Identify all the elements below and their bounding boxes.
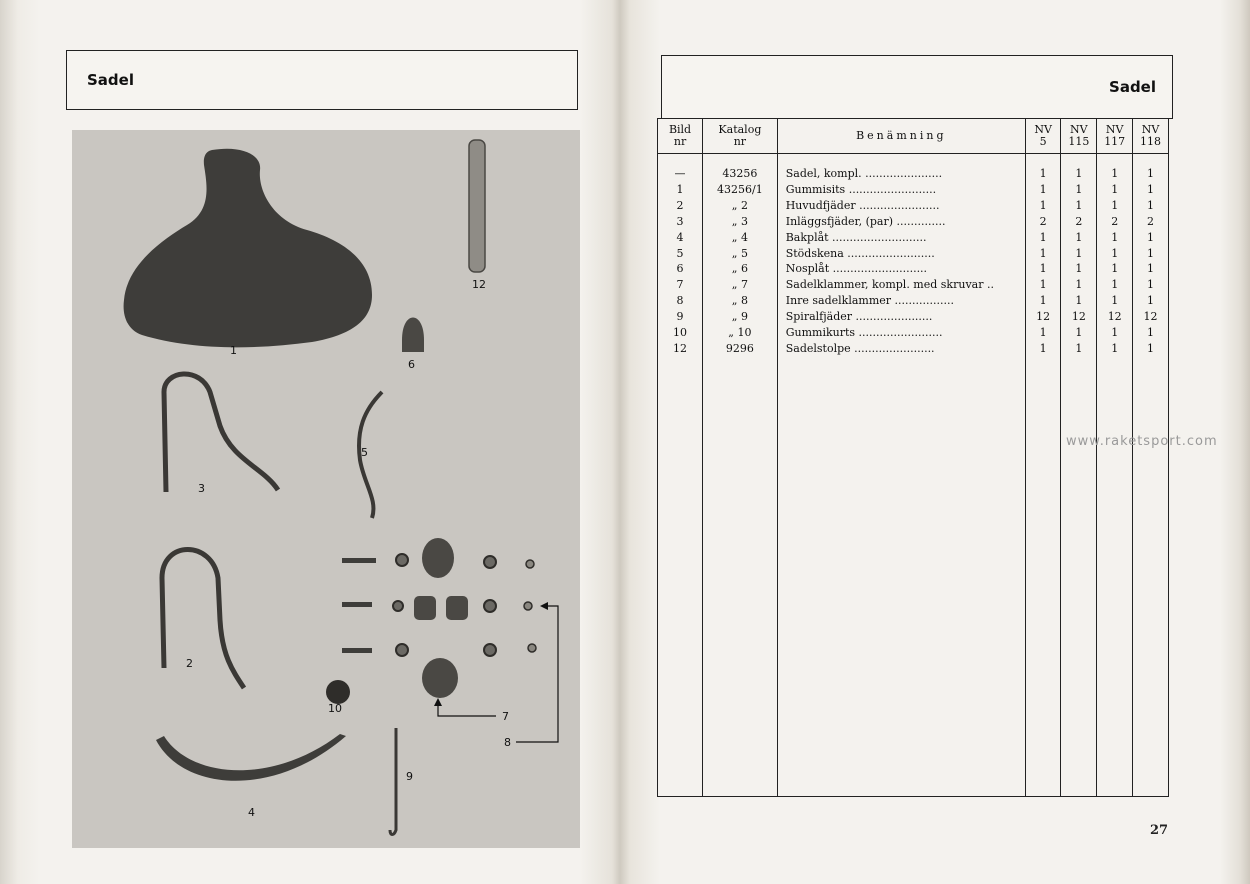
parts-table — [657, 118, 1169, 797]
label-9: 9 — [406, 770, 413, 783]
label-10: 10 — [328, 702, 342, 715]
parts-illustration — [72, 130, 580, 848]
label-4: 4 — [248, 806, 255, 819]
table-row: 3 „ 3 Inläggsfjäder, (par) .............. 2 2 2 2 — [658, 214, 1169, 230]
label-6: 6 — [408, 358, 415, 371]
table-row: 4 „ 4 Bakplåt ........................... 1 1 1 1 — [658, 230, 1169, 246]
header-nv-5: NV 5 — [1025, 119, 1061, 154]
table-row: — 43256 Sadel, kompl. ...................... 1 1 1 1 — [658, 166, 1169, 182]
header-katalog: Katalog nr — [703, 119, 778, 154]
table-row: 8 „ 8 Inre sadelklammer ................. 1 1 1 1 — [658, 293, 1169, 309]
right-title-box — [661, 55, 1173, 119]
label-2: 2 — [186, 657, 193, 670]
nose-plate-part — [402, 318, 424, 353]
table-filler — [658, 357, 1169, 797]
table-row: 9 „ 9 Spiralfjäder ...................... 12 12 12 12 — [658, 309, 1169, 325]
header-bild: Bild nr — [658, 119, 703, 154]
table-header-row — [658, 119, 1169, 154]
left-title-box — [66, 50, 578, 110]
header-nv-117: NV 117 — [1097, 119, 1133, 154]
saddle-part — [124, 149, 372, 348]
back-plate-part — [156, 734, 346, 781]
header-benamning: Benämning — [777, 119, 1025, 154]
table-row: 6 „ 6 Nosplåt ........................... 1 1 1 1 — [658, 261, 1169, 277]
header-nv-115: NV 115 — [1061, 119, 1097, 154]
left-page — [0, 0, 620, 884]
table-row: 1 43256/1 Gummisits ......................... 1 1 1 1 — [658, 182, 1169, 198]
table-row: 7 „ 7 Sadelklammer, kompl. med skruvar .. 1 1 1 1 — [658, 277, 1169, 293]
left-page-title: Sadel — [87, 71, 134, 89]
table-row: 10 „ 10 Gummikurts ........................ 1 1 1 1 — [658, 325, 1169, 341]
label-12: 12 — [472, 278, 486, 291]
table-row: 12 9296 Sadelstolpe ....................... 1 1 1 1 — [658, 341, 1169, 357]
header-nv-118: NV 118 — [1133, 119, 1169, 154]
parts-photo — [72, 130, 580, 848]
watermark: www.raketsport.com — [1066, 434, 1218, 449]
main-spring-part — [162, 550, 244, 689]
seat-post-part — [469, 140, 485, 272]
coil-spring-part — [390, 728, 396, 835]
table-spacer — [658, 154, 1169, 167]
label-3: 3 — [198, 482, 205, 495]
right-page-title: Sadel — [1109, 78, 1156, 96]
table-row: 5 „ 5 Stödskena ......................... 1 1 1 1 — [658, 246, 1169, 262]
page-number: 27 — [1150, 823, 1169, 838]
label-7: 7 — [502, 710, 509, 723]
label-1: 1 — [230, 344, 237, 357]
label-5: 5 — [361, 446, 368, 459]
insert-spring-part — [164, 374, 278, 492]
table-row: 2 „ 2 Huvudfjäder ....................... 1 1 1 1 — [658, 198, 1169, 214]
label-8: 8 — [504, 736, 511, 749]
